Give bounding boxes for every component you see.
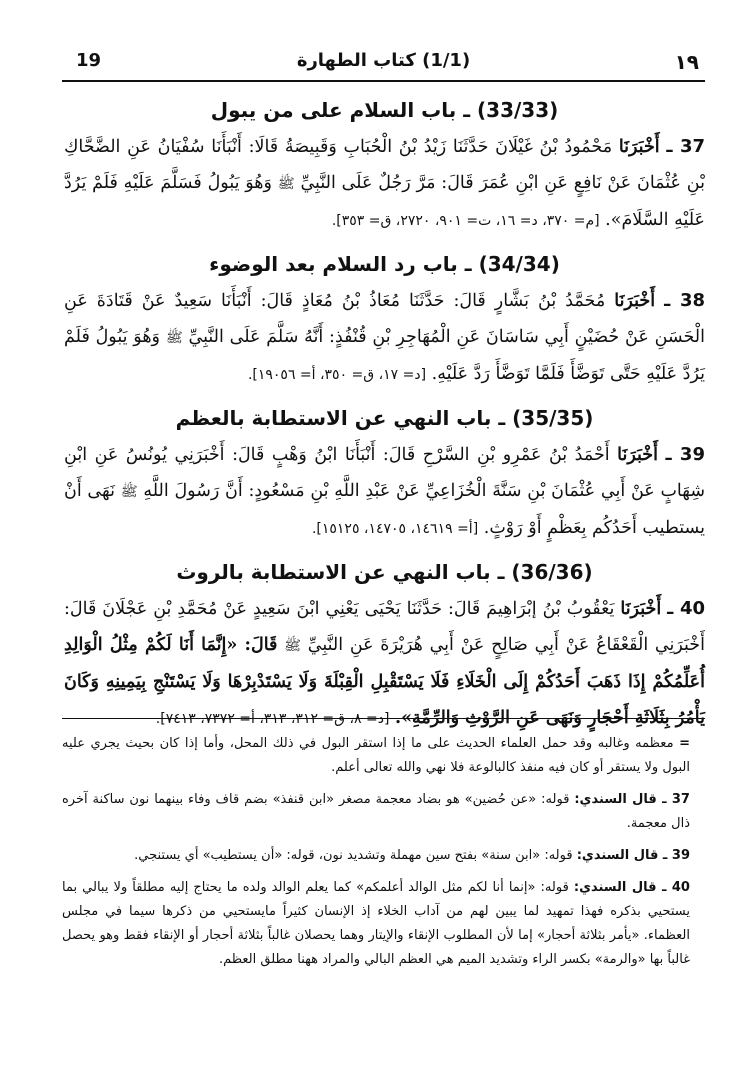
running-head: (1/1) كتاب الطهارة: [296, 50, 471, 71]
footnote-label: 39 ـ قال السندي:: [576, 848, 690, 863]
hadith-reference: [د= ١٧، ق= ٣٥٠، أ= ١٩٠٥٦].: [247, 367, 427, 383]
footnote-40: [62, 876, 690, 972]
chapter-title-34: (34/34) ـ باب رد السلام بعد الوضوء: [209, 252, 560, 276]
chapter-title-33: (33/33) ـ باب السلام على من يبول: [210, 98, 559, 122]
hadith-text-continued: وَهُوَ يَبُولُ فَسَلَّمَ عَلَيْهِ فَلَمْ يَرُدَّ عَلَيْهِ السَّلَامَ».: [64, 173, 705, 230]
footnote-continuation: [62, 732, 690, 780]
chapter-title-36: (36/36) ـ باب النهي عن الاستطابة بالروث: [176, 560, 593, 584]
hadith-lead: أَخْبَرَنَا: [614, 291, 656, 311]
hadith-40: [64, 591, 705, 737]
footnote-39: [62, 844, 690, 868]
hadith-reference: [أ= ١٤٦١٩، ١٤٧٠٥، ١٥١٢٥].: [311, 521, 479, 537]
main-text: [64, 95, 705, 747]
hadith-reference: [م= ٣٧٠، د= ١٦، ت= ٩٠١، ٢٧٢٠، ق= ٣٥٣].: [331, 213, 600, 229]
hadith-reference: [د= ٨، ق= ٣١٢، ٣١٣، أ= ٧٣٧٢، ٧٤١٣].: [155, 711, 390, 727]
continuation-marker: =: [679, 736, 690, 751]
footnote-label: 40 ـ قال السندي:: [573, 880, 690, 895]
salawat-glyph: ﷺ: [284, 638, 302, 654]
footnotes: [62, 732, 690, 980]
hadith-number: 40 ـ: [667, 598, 705, 619]
page-number-right: ١٩: [674, 50, 699, 74]
hadith-text-continued: نَهَى أَنْ يستطيب أَحَدُكُم بِعَظْمٍ أَوْ رَوْثٍ.: [64, 481, 705, 538]
hadith-38: [64, 283, 705, 393]
hadith-text: يَعْقُوبُ بْنُ إبْرَاهِيمَ قَالَ: حَدَّثَنَا يَحْيَى يَعْنِي ابْنَ سَعِيدٍ عَنْ مُحَمَّدِ بْنِ عَجْلَانَ قَالَ: أَخْبَرَنِي الْقَعْقَاعُ عَنْ أَبِي صَالِحٍ عَنْ أَبِي هُرَيْرَةَ عَنِ النَّبِيِّ: [64, 599, 705, 655]
hadith-number: 37 ـ: [666, 136, 705, 157]
salawat-glyph: ﷺ: [277, 176, 295, 192]
hadith-text-continued: وَهُوَ يَبُولُ فَلَمْ يَرُدَّ عَلَيْهِ حَتَّى تَوَضَّأَ فَلَمَّا تَوَضَّأَ رَدَّ عَلَيْهِ.: [64, 327, 705, 384]
hadith-text: مَحْمُودُ بْنُ غَيْلَانَ حَدَّثَنَا زَيْدُ بْنُ الْحُبَابِ وَقَبِيصَةُ قَالَا: أَنْبَأَنَا سُفْيَانُ عَنِ الضَّحَّاكِ بْنِ عُثْمَانَ عَنْ نَافِعٍ عَنِ ابْنِ عُمَرَ قَالَ: مَرَّ رَجُلٌ عَلَى النَّبِيِّ: [64, 137, 705, 193]
footnote-text: معظمه وغالبه وقد حمل العلماء الحديث على ما إذا استقر البول في ذلك المحل، وأما إذا كان بحيث يجري عليه البول ولا يستقر أو كان فيه منفذ كالبالوعة فلا نهي والله تعالى أعلم.: [62, 736, 690, 775]
hadith-37: [64, 129, 705, 239]
salawat-glyph: ﷺ: [120, 484, 138, 500]
hadith-number: 38 ـ: [664, 290, 705, 311]
hadith-text: أَحْمَدُ بْنُ عَمْرِو بْنِ السَّرْحِ قَالَ: أَنْبَأَنَا ابْنُ وَهْبٍ قَالَ: أَخْبَرَنِي يُونُسُ عَنِ ابْنِ شِهَابٍ عَنْ أَبِي عُثْمَانَ بْنِ سَنَّةَ الْخُزَاعِيِّ عَنْ عَبْدِ اللَّهِ بْنِ مَسْعُودٍ: أَنَّ رَسُولَ اللَّهِ: [64, 445, 705, 501]
page-number-left: 19: [76, 50, 102, 71]
footnote-text: قوله: «ابن سنة» بفتح سين مهملة وتشديد نون، قوله: «أن يستطيب» أي يستنجي.: [134, 848, 573, 863]
hadith-number: 39 ـ: [665, 444, 705, 465]
footnote-text: قوله: «إنما أنا لكم مثل الوالد أعلمكم» كما يعلم الوالد ولده ما يحتاج إليه مطلقاً ولا يبالي بما يستحيي بذكره فهذا تمهيد لما يبين لهم من آداب الخلاء إذ الإنسان كثيراً مايستحيي من ذكرها سيما في مجلس العظماء. «يأمر بثلاثة أحجار» إما لأن المطلوب الإنقاء والإيتار وهما يحصلان غالباً بثلاثة أحجار أو الإنقاء فقط وهو يحصل غالباً بها «والرمة» بكسر الراء وتشديد الميم هي العظم البالي والمراد ههنا مطلق العظم.: [62, 880, 690, 967]
hadith-text-continued: قَالَ: «إِنَّمَا أَنَا لَكُمْ مِثْلُ الْوَالِدِ أُعَلِّمُكُمْ إِذَا ذَهَبَ أَحَدُكُمْ إِلَى الْخَلَاءِ فَلَا يَسْتَقْبِلِ الْقِبْلَةَ وَلَا يَسْتَدْبِرْهَا وَلَا يَسْتَنْجِ بِيَمِينِهِ وَكَانَ يَأْمُرُ بِثَلَاثَةِ أَحْجَارٍ وَنَهَى عَنِ الرَّوْثِ وَالرِّمَّةِ».: [64, 635, 705, 728]
hadith-text: مُحَمَّدُ بْنُ بَشَّارٍ قَالَ: حَدَّثَنَا مُعَاذُ بْنُ مُعَاذٍ قَالَ: أَنْبَأَنَا سَعِيدٌ عَنْ قَتَادَةَ عَنِ الْحَسَنِ عَنْ حُضَيْنٍ أَبِي سَاسَانَ عَنِ الْمُهَاجِرِ بْنِ قُنْفُذٍ: أَنَّهُ سَلَّمَ عَلَى النَّبِيِّ: [64, 291, 705, 347]
chapter-title-35: (35/35) ـ باب النهي عن الاستطابة بالعظم: [175, 406, 594, 430]
salawat-glyph: ﷺ: [165, 330, 183, 346]
hadith-lead: أَخْبَرَنَا: [618, 137, 660, 157]
footnote-label: 37 ـ قال السندي:: [574, 792, 690, 807]
footnote-divider: [62, 718, 705, 719]
footnote-37: [62, 788, 690, 836]
page-header: [62, 40, 705, 82]
footnote-text: قوله: «عن حُضين» هو بضاد معجمة مصغر «ابن قنفذ» بضم قاف وفاء بينهما نون ساكنة آخره ذال معجمة.: [62, 792, 690, 831]
hadith-lead: أَخْبَرَنَا: [620, 599, 662, 619]
hadith-39: [64, 437, 705, 547]
hadith-lead: أَخْبَرَنَا: [617, 445, 658, 465]
